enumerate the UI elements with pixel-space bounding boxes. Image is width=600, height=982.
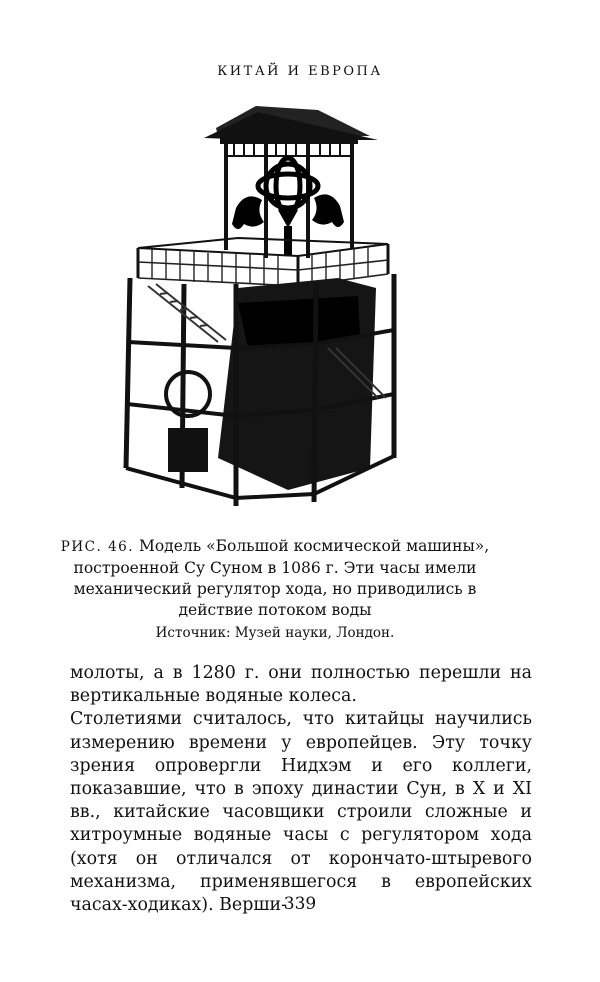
page-number: 339 [283, 894, 317, 914]
clock-tower-illustration [108, 98, 408, 516]
body-paragraph-2: Столетиями считалось, что китайцы научились измерению времени у европейцев. Эту точку зрения опровергли Нидхэм и его коллеги, показавшие, что в эпоху династии Сун, в X и XI вв., китайские часовщики строили сложные и хитроумные водяные часы с регулятором хода (хотя он отличался от корончато-штыревого механизма, применявшегося в европейских часах-ходиках). Верши- [70, 709, 532, 916]
figure-caption-text: Модель «Большой космической машины», построенной Су Суном в 1086 г. Эти часы имели механический регулятор хода, но приводились в действие потоком воды [73, 537, 490, 619]
running-head: КИТАЙ И ЕВРОПА [217, 64, 383, 79]
figure-clock-tower-model [108, 98, 408, 516]
body-text [70, 662, 532, 917]
figure-caption [60, 536, 490, 644]
body-paragraph-1: молоты, а в 1280 г. они полностью перешли на вертикальные водяные колеса. [70, 663, 532, 707]
figure-label: РИС. 46. [60, 539, 135, 555]
figure-source: Источник: Музей науки, Лондон. [155, 625, 395, 641]
